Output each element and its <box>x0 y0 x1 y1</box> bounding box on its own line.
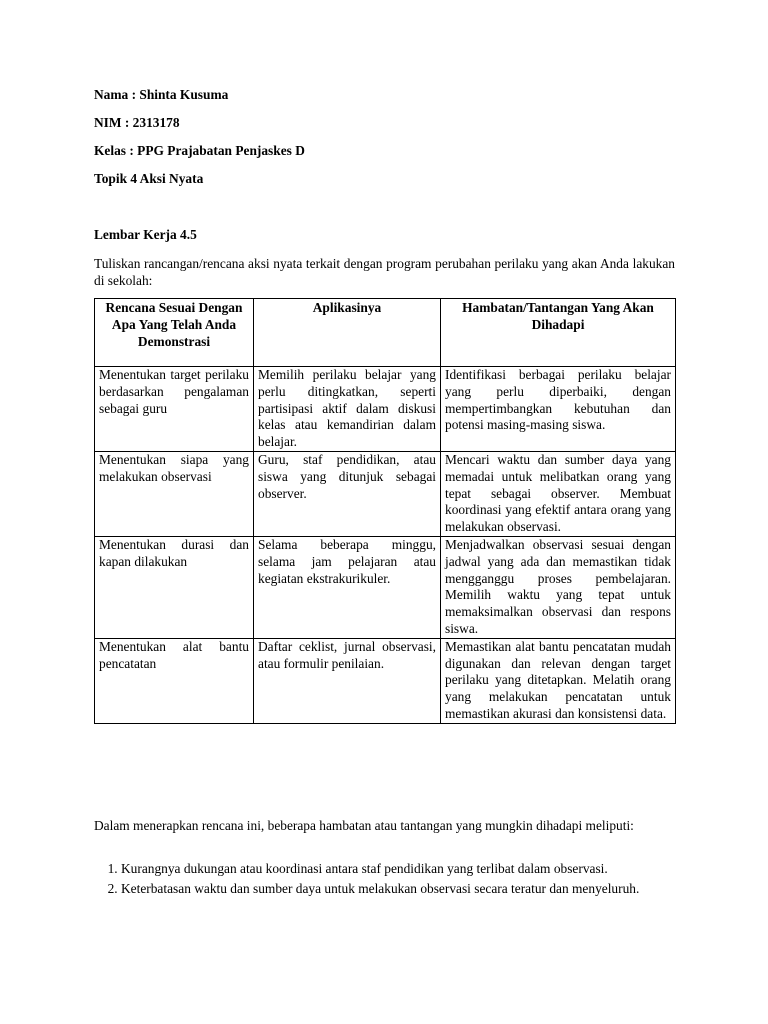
table-row <box>95 638 676 723</box>
table-row <box>95 367 676 452</box>
action-plan-table <box>94 298 676 724</box>
cell-hambatan: Identifikasi berbagai perilaku belajar yang perlu diperbaiki, dengan mempertimbangkan kebutuhan dan potensi masing-masing siswa. <box>441 367 676 452</box>
student-nim: NIM : 2313178 <box>94 115 180 130</box>
student-name: Nama : Shinta Kusuma <box>94 87 229 102</box>
closing-intro: Dalam menerapkan rencana ini, beberapa hambatan atau tantangan yang mungkin dihadapi meliputi: <box>94 818 634 833</box>
cell-aplikasi: Guru, staf pendidikan, atau siswa yang ditunjuk sebagai observer. <box>254 451 441 536</box>
table-header-row <box>95 299 676 367</box>
header-rencana: Rencana Sesuai Dengan Apa Yang Telah Anda Demonstrasi <box>95 299 254 367</box>
table-row <box>95 451 676 536</box>
cell-rencana: Menentukan alat bantu pencatatan <box>95 638 254 723</box>
cell-rencana: Menentukan siapa yang melakukan observasi <box>95 451 254 536</box>
cell-hambatan: Menjadwalkan observasi sesuai dengan jadwal yang ada dan memastikan tidak mengganggu proses pembelajaran. Memilih waktu yang tepat untuk memaksimalkan observasi dan respons siswa. <box>441 536 676 638</box>
cell-aplikasi: Selama beberapa minggu, selama jam pelajaran atau kegiatan ekstrakurikuler. <box>254 536 441 638</box>
worksheet-title: Lembar Kerja 4.5 <box>94 227 197 242</box>
cell-rencana: Menentukan durasi dan kapan dilakukan <box>95 536 254 638</box>
cell-hambatan: Memastikan alat bantu pencatatan mudah digunakan dan relevan dengan target perilaku yang ditetapkan. Melatih orang yang melakukan pencatatan untuk memastikan akurasi dan konsistensi data. <box>441 638 676 723</box>
cell-aplikasi: Daftar ceklist, jurnal observasi, atau formulir penilaian. <box>254 638 441 723</box>
worksheet-instruction: Tuliskan rancangan/rencana aksi nyata terkait dengan program perubahan perilaku yang akan Anda lakukan di sekolah: <box>94 256 675 288</box>
challenges-list <box>94 860 675 900</box>
list-item: 1. Kurangnya dukungan atau koordinasi antara staf pendidikan yang terlibat dalam observasi. <box>121 860 675 878</box>
cell-aplikasi: Memilih perilaku belajar yang perlu ditingkatkan, seperti partisipasi aktif dalam diskusi kelas atau kemandirian dalam belajar. <box>254 367 441 452</box>
header-aplikasi: Aplikasinya <box>254 299 441 367</box>
topic-title: Topik 4 Aksi Nyata <box>94 171 204 186</box>
table-row <box>95 536 676 638</box>
cell-hambatan: Mencari waktu dan sumber daya yang memadai untuk melibatkan orang yang tepat sebagai observer. Membuat koordinasi yang efektif antara orang yang melakukan observasi. <box>441 451 676 536</box>
header-hambatan: Hambatan/Tantangan Yang Akan Dihadapi <box>441 299 676 367</box>
student-class: Kelas : PPG Prajabatan Penjaskes D <box>94 143 305 158</box>
list-item: 2. Keterbatasan waktu dan sumber daya untuk melakukan observasi secara teratur dan menyeluruh. <box>121 880 675 898</box>
cell-rencana: Menentukan target perilaku berdasarkan pengalaman sebagai guru <box>95 367 254 452</box>
